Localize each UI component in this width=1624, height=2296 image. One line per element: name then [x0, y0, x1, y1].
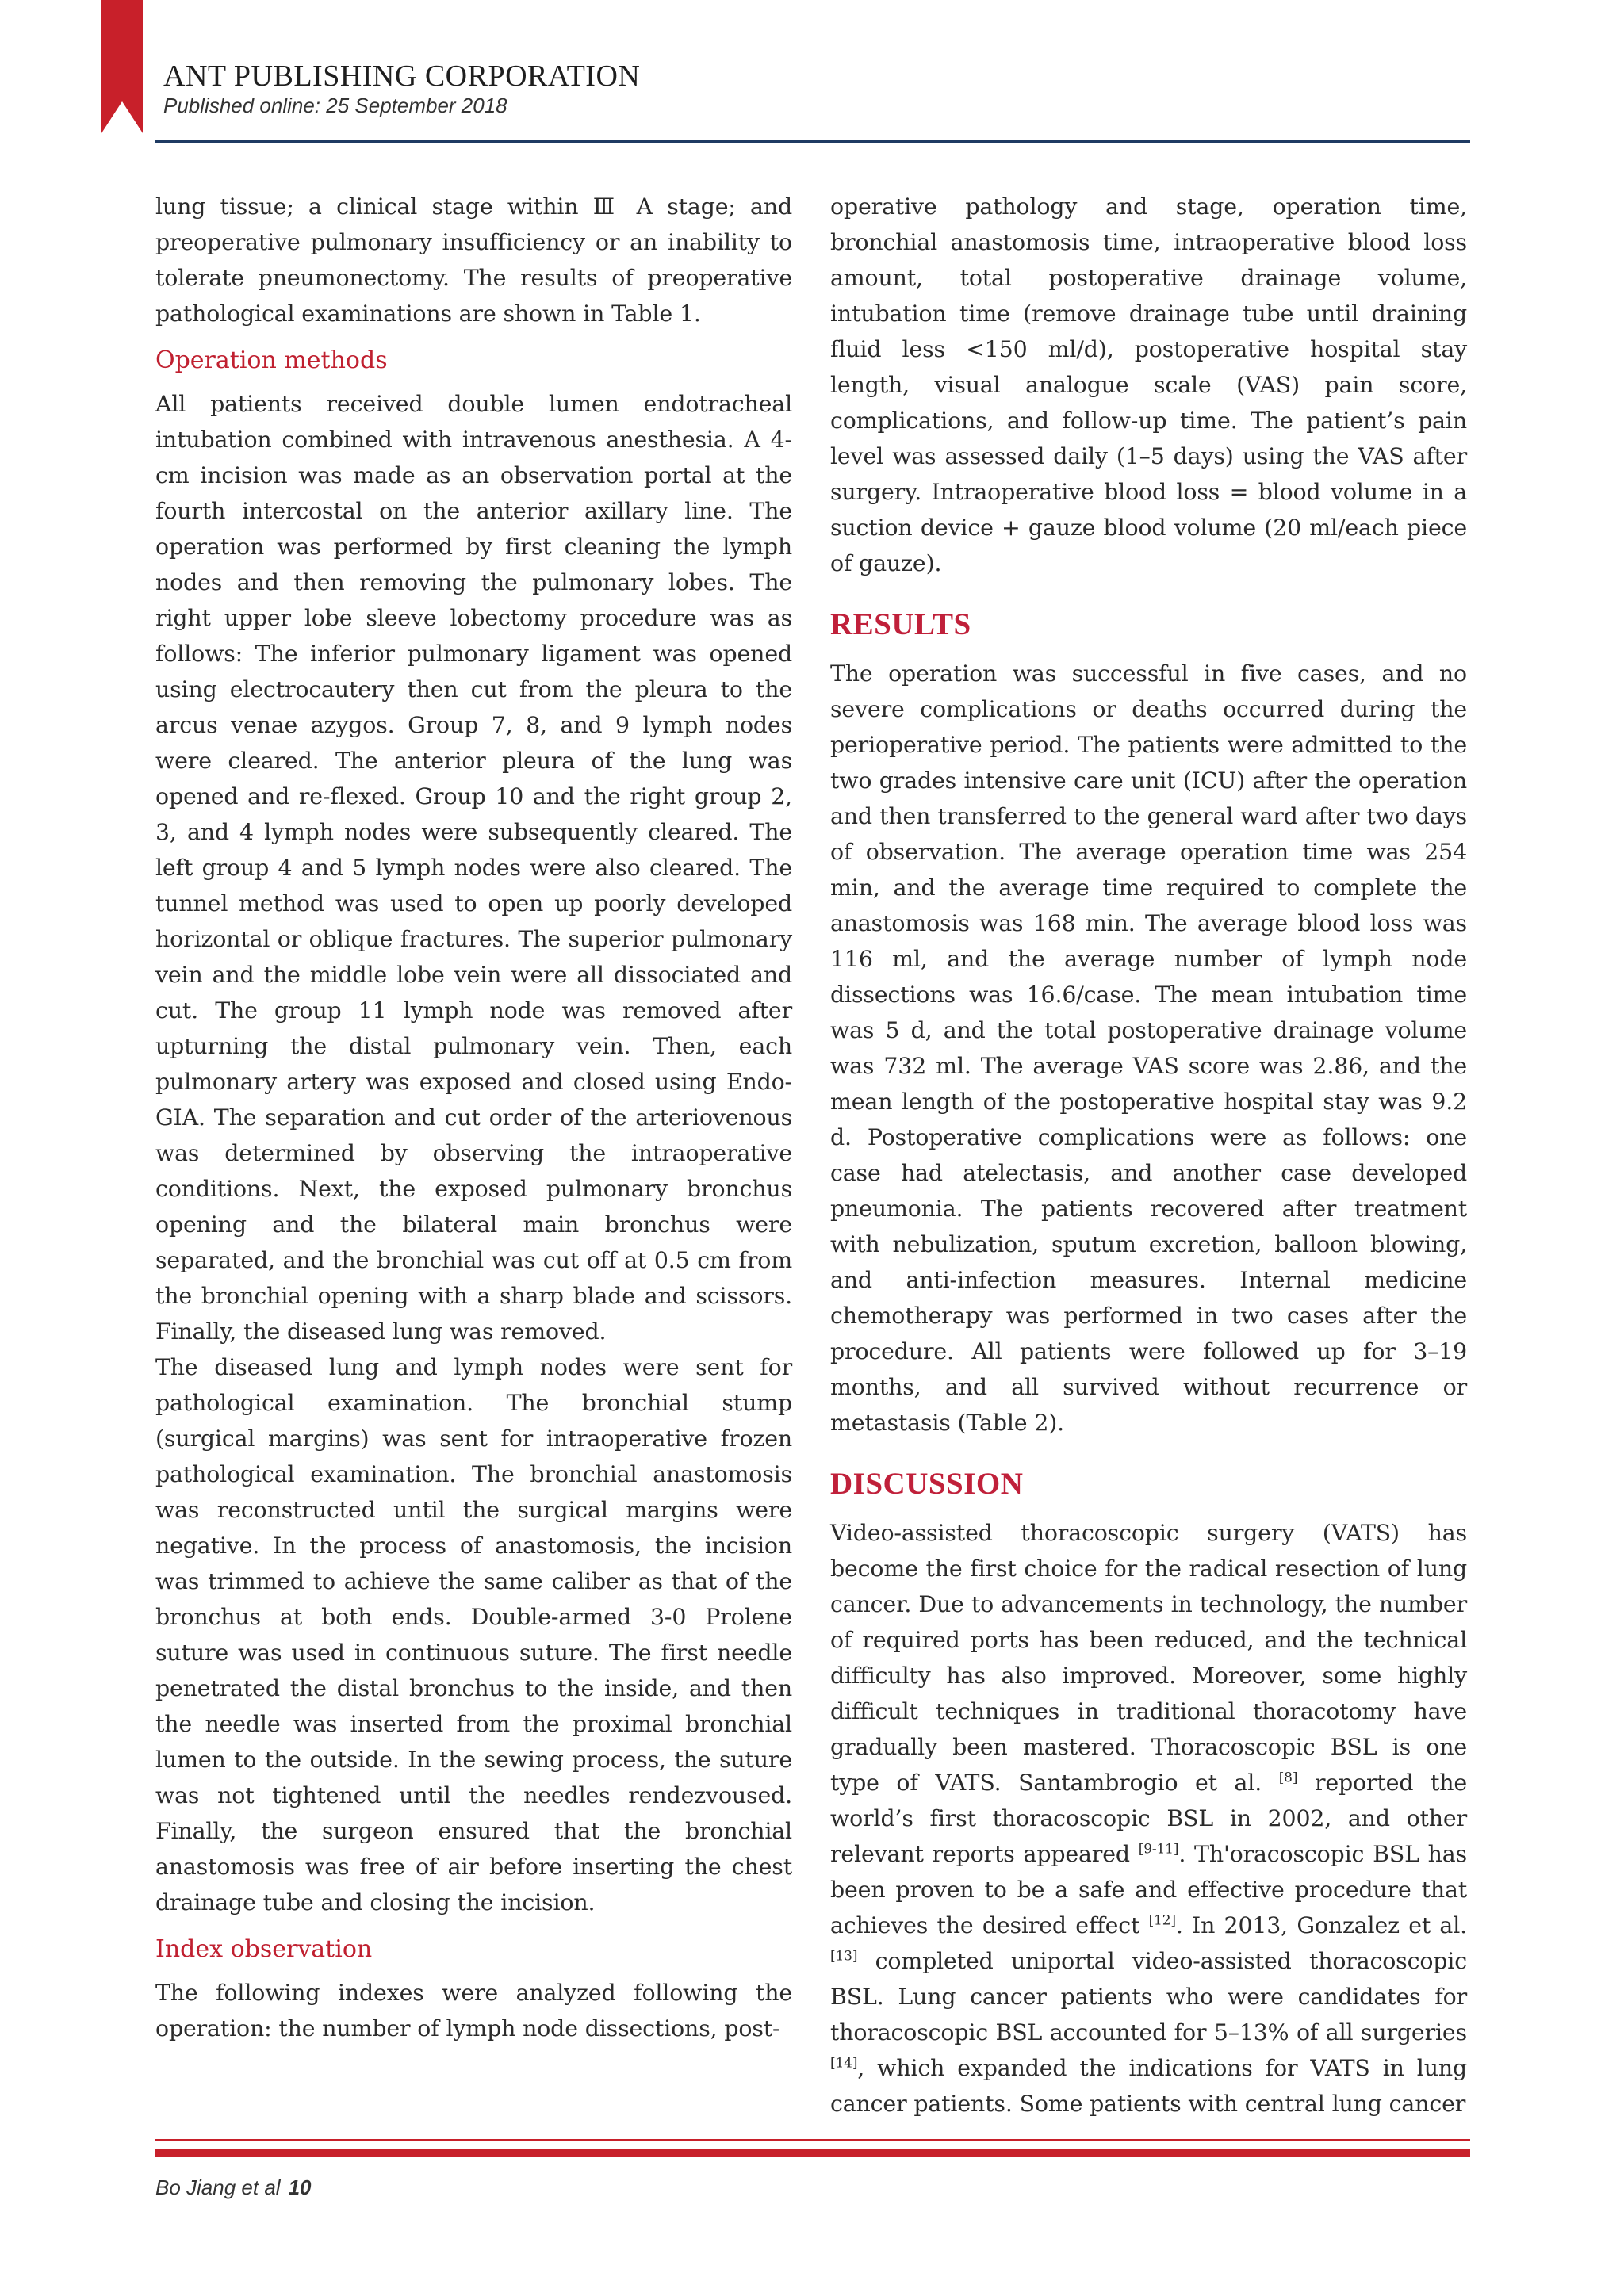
subheading-index-observation: Index observation: [155, 1935, 373, 1963]
citation-ref[interactable]: [12]: [1148, 1912, 1176, 1929]
paragraph: lung tissue; a clinical stage within Ⅲ A stage; and preoperative pulmonary insufficiency or an inability to tolerate pneumonectomy. The results of preoperative pathological examinations are shown in Table 1.: [155, 193, 792, 327]
paragraph: operative pathology and stage, operation time, bronchial anastomosis time, intraoperative blood loss amount, total postoperative drainage volume, intubation time (remove drainage tube until draining fluid less <150 ml/d), postoperative hospital stay length, visual analogue scale (VAS) pain score, complications, and follow-up time. The patient’s pain level was assessed daily (1–5 days) using the VAS after surgery. Intraoperative blood loss = blood volume in a suction device + gauze blood volume (20 ml/each piece of gauze).: [830, 193, 1467, 576]
footer-author: Bo Jiang et al: [155, 2175, 281, 2199]
footer: [155, 2175, 311, 2200]
publication-date: Published online: 25 September 2018: [163, 94, 508, 117]
footer-rule-thin: [155, 2139, 1470, 2141]
left-column: [155, 189, 792, 2046]
header-divider: [155, 140, 1470, 143]
text-run: . Th'oracoscopic BSL has been proven to be a safe and effective procedure that achieves the desired effect: [830, 1841, 1467, 1938]
text-run: completed uniportal video-assisted thoracoscopic BSL. Lung cancer patients who were candidates for thoracoscopic BSL accounted for 5–13% of all surgeries: [830, 1948, 1467, 2045]
citation-ref[interactable]: [8]: [1278, 1770, 1298, 1786]
text-run: . In 2013, Gonzalez et al.: [1175, 1912, 1468, 1938]
section-heading-results: RESULTS: [830, 607, 971, 641]
right-column: [830, 189, 1467, 2122]
page-number: 10: [288, 2175, 312, 2199]
footer-rule-thick: [155, 2149, 1470, 2157]
bookmark-ribbon-icon: [102, 0, 143, 133]
citation-ref[interactable]: [13]: [830, 1948, 858, 1965]
section-heading-discussion: DISCUSSION: [830, 1467, 1024, 1501]
citation-ref[interactable]: [9-11]: [1138, 1841, 1179, 1858]
paragraph: The operation was successful in five cases, and no severe complications or deaths occurred during the perioperative period. The patients were admitted to the two grades intensive care unit (ICU) after the operation and then transferred to the general ward after two days of observation. The average operation time was 254 min, and the average time required to complete the anastomosis was 168 min. The average blood loss was 116 ml, and the average number of lymph node dissections was 16.6/case. The mean intubation time was 5 d, and the total postoperative drainage volume was 732 ml. The average VAS score was 2.86, and the mean length of the postoperative hospital stay was 9.2 d. Postoperative complications were as follows: one case had atelectasis, and another case developed pneumonia. The patients recovered after treatment with nebulization, sputum excretion, balloon blowing, and anti-infection measures. Internal medicine chemotherapy was performed in two cases after the procedure. All patients were followed up for 3–19 months, and all survived without recurrence or metastasis (Table 2).: [830, 660, 1467, 1436]
text-run: reported the world’s first thoracoscopic BSL in 2002, and other relevant reports appeared: [830, 1770, 1467, 1867]
publisher-name: ANT PUBLISHING CORPORATION: [163, 59, 641, 93]
citation-ref[interactable]: [14]: [830, 2055, 858, 2072]
text-run: , which expanded the indications for VATS in lung cancer patients. Some patients with central lung cancer: [830, 2055, 1467, 2117]
paragraph: The following indexes were analyzed following the operation: the number of lymph node dissections, post-: [155, 1980, 792, 2042]
subheading-operation-methods: Operation methods: [155, 346, 388, 374]
paragraph: All patients received double lumen endotracheal intubation combined with intravenous anesthesia. A 4-cm incision was made as an observation portal at the fourth intercostal on the anterior axillary line. The operation was performed by first cleaning the lymph nodes and then removing the pulmonary lobes. The right upper lobe sleeve lobectomy procedure was as follows: The inferior pulmonary ligament was opened using electrocautery then cut from the pleura to the arcus venae azygos. Group 7, 8, and 9 lymph nodes were cleared. The anterior pleura of the lung was opened and re-flexed. Group 10 and the right group 2, 3, and 4 lymph nodes were subsequently cleared. The left group 4 and 5 lymph nodes were also cleared. The tunnel method was used to open up poorly developed horizontal or oblique fractures. The superior pulmonary vein and the middle lobe vein were all dissociated and cut. The group 11 lymph node was removed after upturning the distal pulmonary vein. Then, each pulmonary artery was exposed and closed using Endo-GIA. The separation and cut order of the arteriovenous was determined by observing the intraoperative conditions. Next, the exposed pulmonary bronchus opening and the bilateral main bronchus were separated, and the bronchial was cut off at 0.5 cm from the bronchial opening with a sharp blade and scissors. Finally, the diseased lung was removed.: [155, 391, 792, 1345]
paragraph: The diseased lung and lymph nodes were sent for pathological examination. The bronchial stump (surgical margins) was sent for intraoperative frozen pathological examination. The bronchial anastomosis was reconstructed until the surgical margins were negative. In the process of anastomosis, the incision was trimmed to achieve the same caliber as that of the bronchus at both ends. Double-armed 3-0 Prolene suture was used in continuous suture. The first needle penetrated the distal bronchus to the inside, and then the needle was inserted from the proximal bronchial lumen to the outside. In the sewing process, the suture was not tightened until the needles rendezvoused. Finally, the surgeon ensured that the bronchial anastomosis was free of air before inserting the chest drainage tube and closing the incision.: [155, 1354, 792, 1915]
paragraph: [830, 1515, 1467, 2122]
text-run: Video-assisted thoracoscopic surgery (VATS) has become the first choice for the radical resection of lung cancer. Due to advancements in technology, the number of required ports has been reduced, and the technical difficulty has also improved. Moreover, some highly difficult techniques in traditional thoracotomy have gradually been mastered. Thoracoscopic BSL is one type of VATS. Santambrogio et al.: [830, 1520, 1467, 1796]
